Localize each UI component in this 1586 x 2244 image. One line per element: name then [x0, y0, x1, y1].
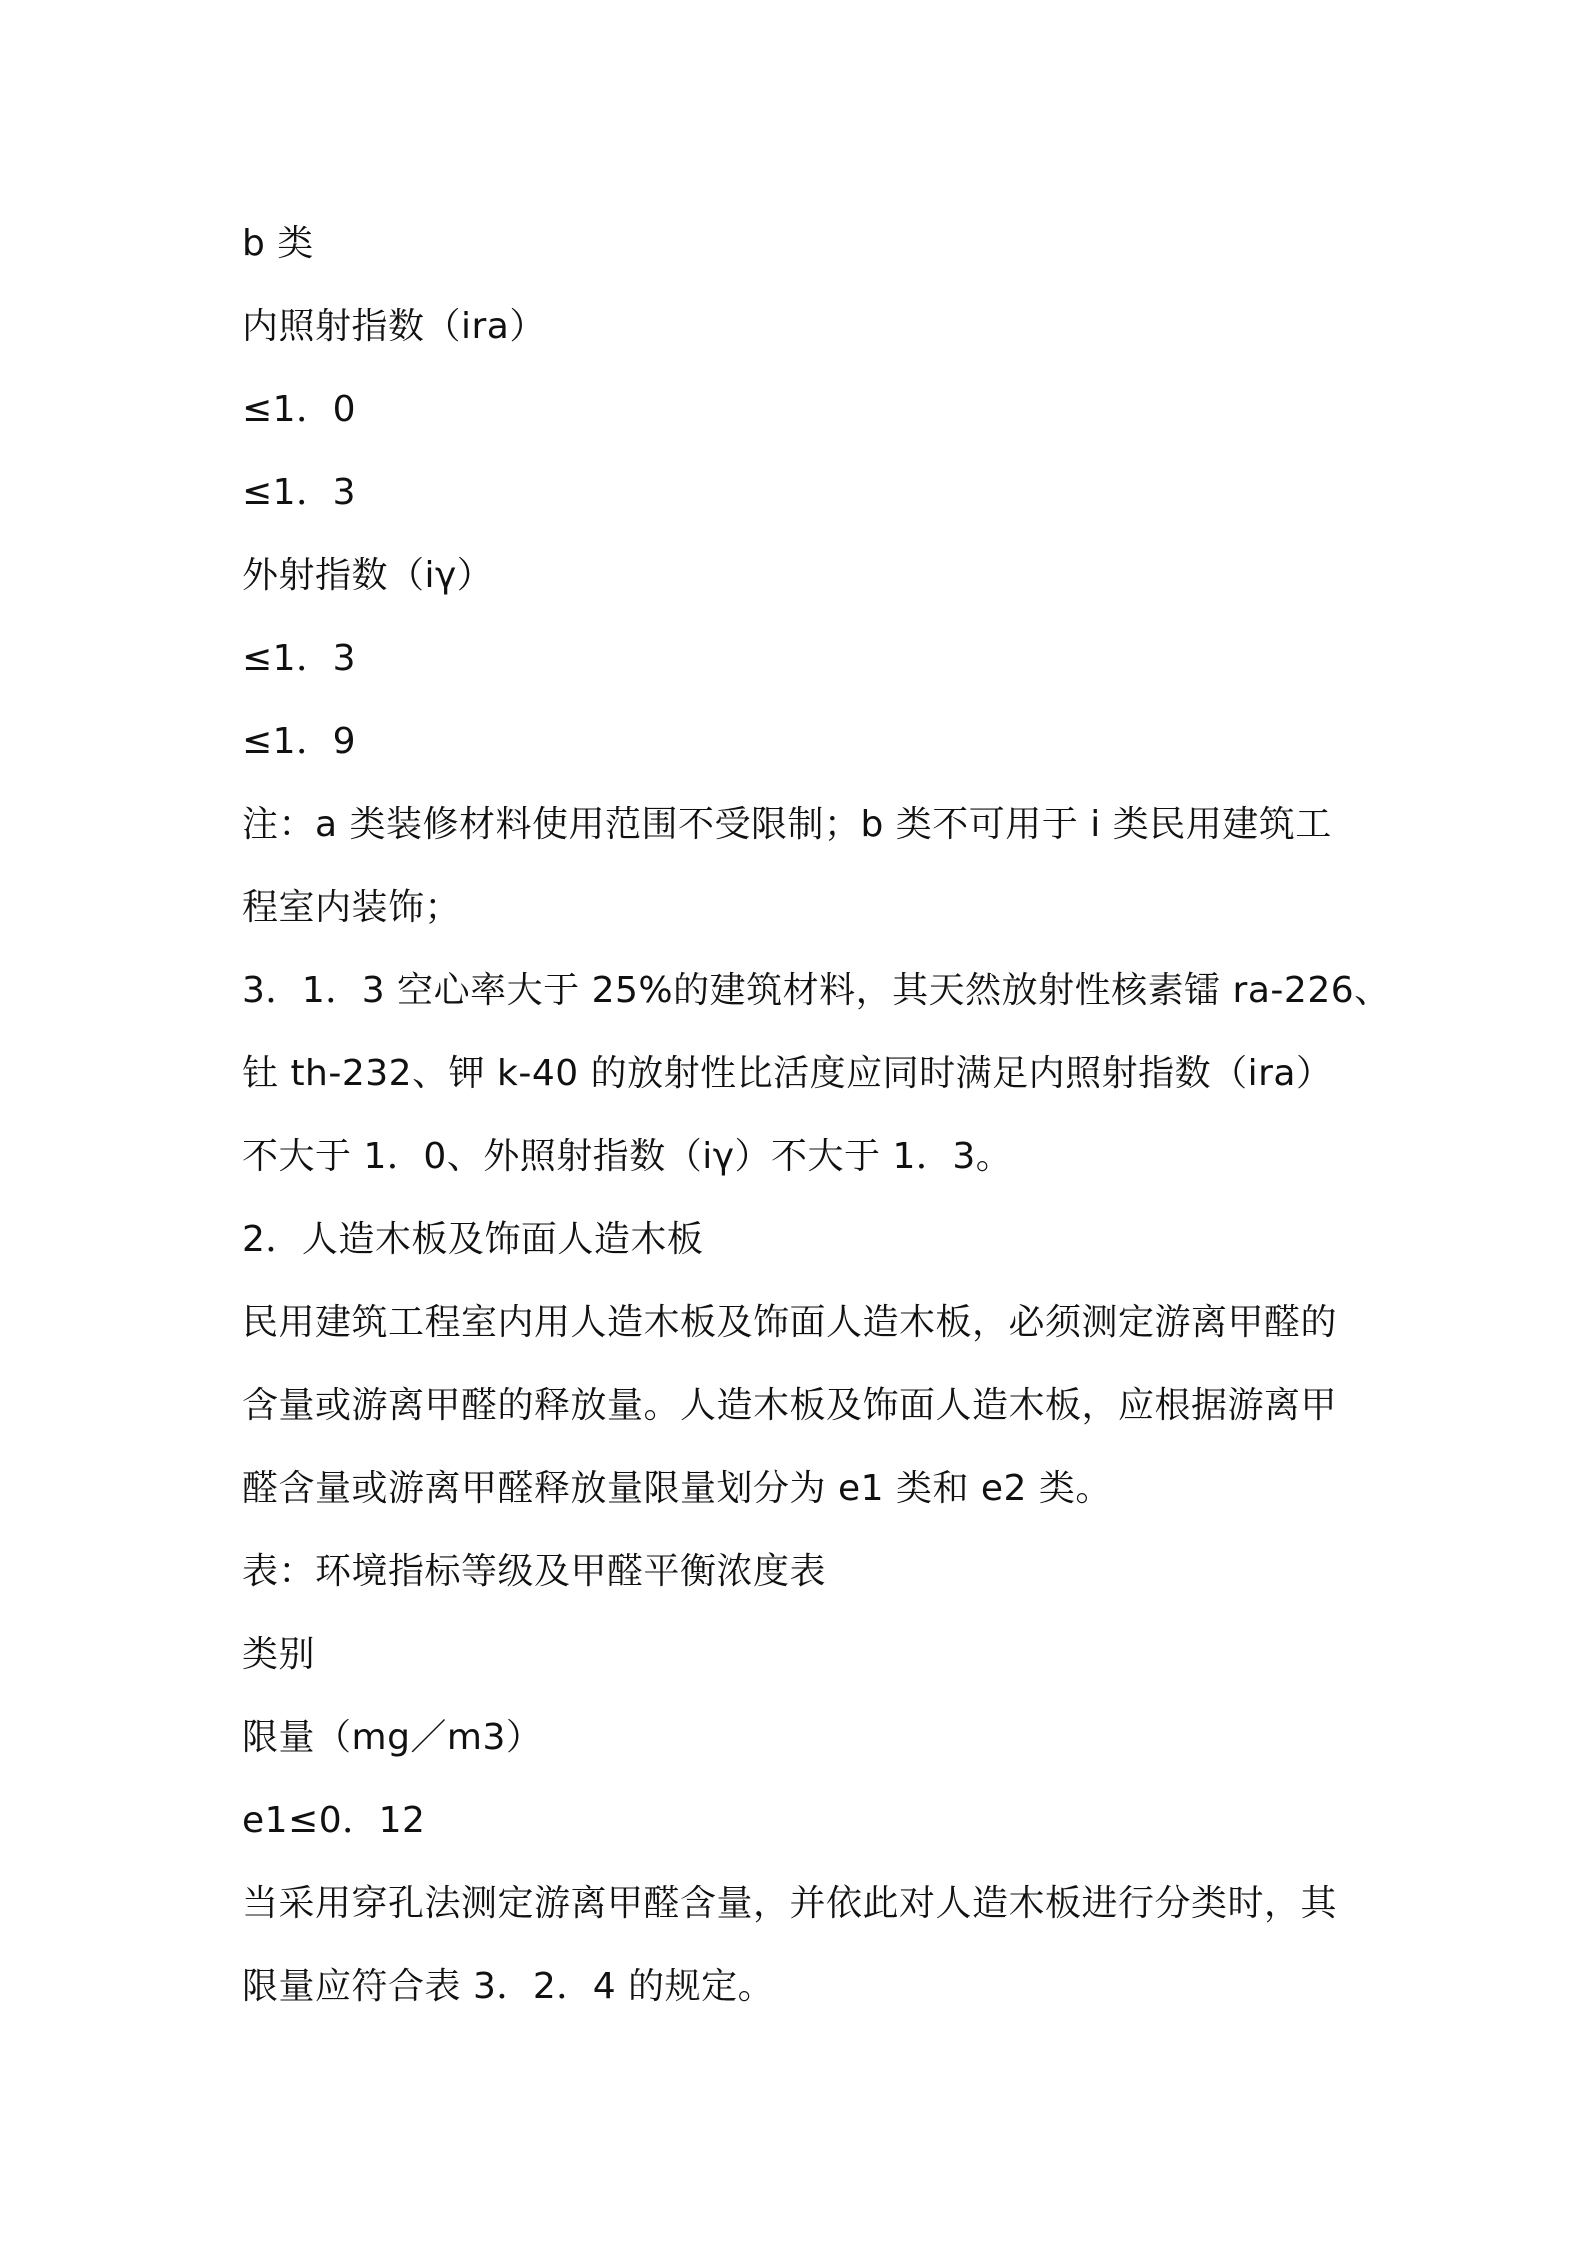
text-line: 不大于 1．0、外照射指数（iγ）不大于 1．3。 [242, 1136, 1013, 1177]
text-line: 3．1．3 空心率大于 25%的建筑材料，其天然放射性核素镭 ra-226、 [242, 970, 1391, 1011]
text-line: ≤1．3 [242, 638, 356, 679]
text-line: 限量应符合表 3．2．4 的规定。 [242, 1966, 775, 2007]
text-line: ≤1．0 [242, 389, 356, 430]
text-line: e1≤0．12 [242, 1800, 426, 1841]
text-line: 注：a 类装修材料使用范围不受限制；b 类不可用于 i 类民用建筑工 [242, 804, 1332, 845]
document-body [242, 202, 1391, 2028]
text-line: 民用建筑工程室内用人造木板及饰面人造木板，必须测定游离甲醛的 [242, 1302, 1338, 1343]
text-line: 钍 th-232、钾 k-40 的放射性比活度应同时满足内照射指数（ira） [242, 1053, 1333, 1094]
text-line: 限量（mg／m3） [242, 1717, 543, 1758]
text-line: b 类 [242, 223, 314, 264]
text-line: 内照射指数（ira） [242, 306, 546, 347]
text-line: 外射指数（iγ） [242, 555, 494, 596]
table-caption: 表：环境指标等级及甲醛平衡浓度表 [242, 1551, 827, 1592]
text-line: ≤1．3 [242, 472, 356, 513]
text-line: 醛含量或游离甲醛释放量限量划分为 e1 类和 e2 类。 [242, 1468, 1112, 1509]
text-line: ≤1．9 [242, 721, 356, 762]
text-line: 含量或游离甲醛的释放量。人造木板及饰面人造木板，应根据游离甲 [242, 1385, 1338, 1426]
text-line: 程室内装饰； [242, 887, 462, 928]
text-line: 类别 [242, 1634, 316, 1675]
text-line: 当采用穿孔法测定游离甲醛含量，并依此对人造木板进行分类时，其 [242, 1883, 1338, 1924]
section-heading: 2．人造木板及饰面人造木板 [242, 1219, 704, 1260]
